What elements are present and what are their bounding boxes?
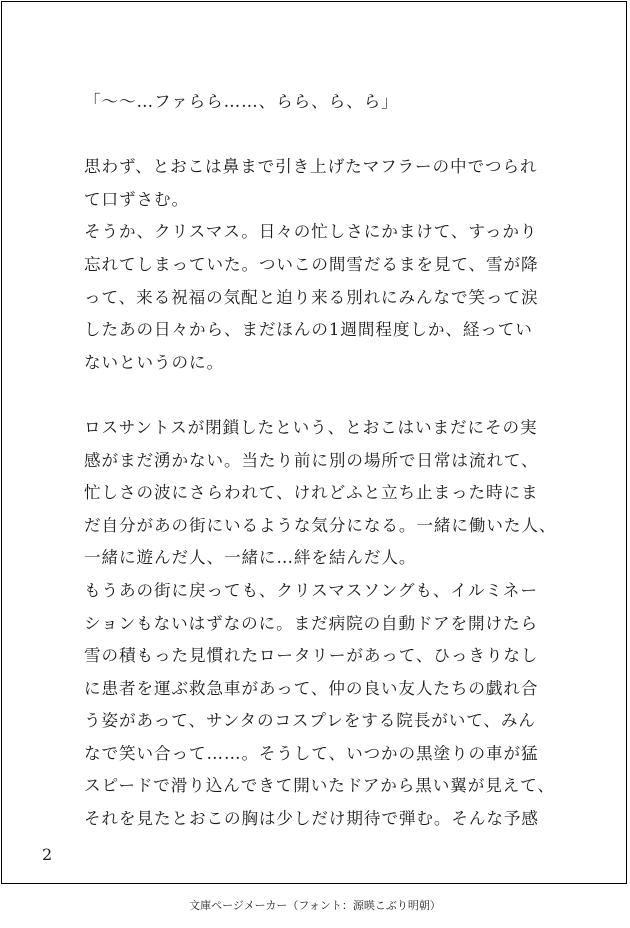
text-line: 忘れてしまっていた。ついこの間雪だるまを見て、雪が降 bbox=[84, 254, 539, 274]
text-line: 一緒に遊んだ人、一緒に…絆を結んだ人。 bbox=[84, 548, 417, 568]
text-line: う姿があって、サンタのコスプレをする院長がいて、みん bbox=[84, 711, 536, 731]
text-line: だ自分があの街にいるような気分になる。一緒に働いた人、 bbox=[84, 515, 557, 535]
blank-line bbox=[84, 119, 564, 152]
page-frame bbox=[1, 1, 627, 884]
text-line: に患者を運ぶ救急車があって、仲の良い友人たちの戯れ合 bbox=[84, 678, 539, 698]
text-line: そうか、クリスマス。日々の忙しさにかまけて、すっかり bbox=[84, 222, 538, 242]
text-line: なで笑い合って……。そうして、いつかの黒塗りの車が猛 bbox=[84, 743, 539, 763]
text-line: もうあの街に戻っても、クリスマスソングも、イルミネー bbox=[84, 580, 538, 600]
body-text bbox=[84, 86, 564, 836]
text-line: 「〜〜…ファらら……、らら、ら、ら」 bbox=[84, 92, 399, 111]
text-line: 忙しさの波にさらわれて、けれどふと立ち止まった時にま bbox=[84, 483, 539, 503]
text-line: それを見たとおこの胸は少しだけ期待で弾む。そんな予感 bbox=[84, 809, 539, 829]
page-number: 2 bbox=[42, 845, 53, 864]
text-line: ションもないはずなのに。まだ病院の自動ドアを開けたら bbox=[84, 613, 539, 633]
text-line: 感がまだ湧かない。当たり前に別の場所で日常は流れて、 bbox=[84, 450, 539, 470]
footer-credit: 文庫ページメーカー（フォント：源暎こぶり明朝） bbox=[189, 899, 441, 912]
text-line: て口ずさむ。 bbox=[84, 189, 189, 209]
text-line: 雪の積もった見慣れたロータリーがあって、ひっきりなし bbox=[84, 646, 539, 666]
text-line: ロスサントスが閉鎖したという、とおこはいまだにその実 bbox=[84, 417, 538, 437]
text-line: したあの日々から、まだほんの1週間程度しか、経ってい bbox=[84, 320, 533, 340]
text-line: 思わず、とおこは鼻まで引き上げたマフラーの中でつられ bbox=[84, 157, 538, 177]
text-line: スピードで滑り込んできて開いたドアから黒い翼が見えて、 bbox=[84, 776, 555, 796]
text-line: ないというのに。 bbox=[84, 352, 224, 372]
blank-line bbox=[84, 379, 564, 412]
text-line: って、来る祝福の気配と迫り来る別れにみんなで笑って涙 bbox=[84, 287, 539, 307]
